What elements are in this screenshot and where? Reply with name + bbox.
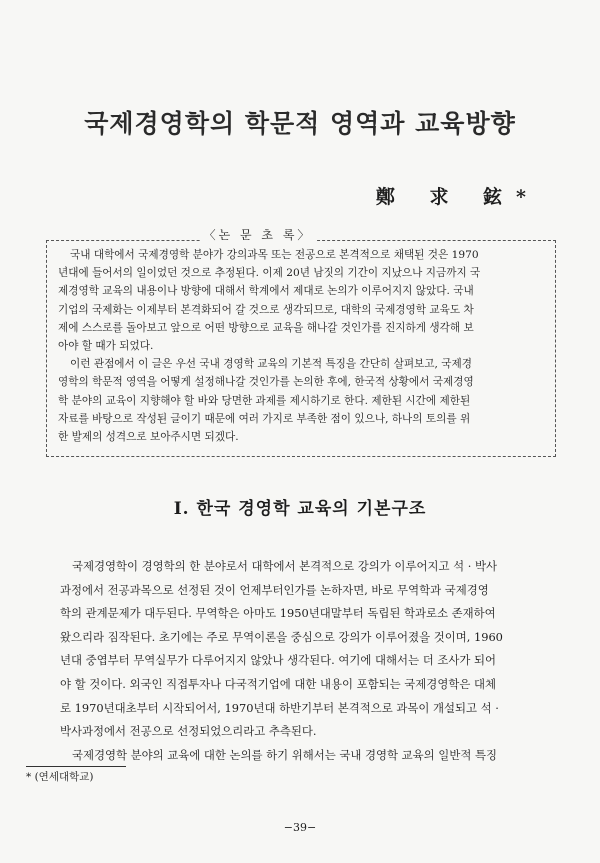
body-line: 년대 중엽부터 무역실무가 다루어지지 않았나 생각된다. 여기에 대해서는 더 조사가 되어: [60, 653, 496, 668]
abstract-line: 아야 할 때가 되었다.: [58, 340, 154, 353]
footnote-divider: [26, 766, 126, 767]
paper-title: 국제경영학의 학문적 영역과 교육방향: [84, 109, 516, 138]
body-line: 박사과정에서 전공으로 선정되었으리라고 추측된다.: [60, 724, 317, 739]
abstract-line: 자료를 바탕으로 작성된 글이기 때문에 여러 가지로 부족한 점이 있으나, 하나의 토의를 위: [58, 412, 471, 425]
author-name: 鄭 求 鉉*: [375, 186, 540, 208]
abstract-line: 이런 관점에서 이 글은 우선 국내 경영학 교육의 기본적 특징을 간단히 살펴보고, 국제경: [70, 358, 472, 371]
body-line: 로 1970년대초부터 시작되어서, 1970년대 하반기부터 본격적으로 과목이 개설되고 석 ·: [60, 700, 499, 715]
body-line: 과정에서 전공과목으로 선정된 것이 언제부터인가를 논하자면, 바로 무역학과 국제경영: [60, 582, 489, 597]
body-line: 왔으리라 짐작된다. 초기에는 주로 무역이론을 중심으로 강의가 이루어졌을 것이며, 1960: [60, 629, 503, 644]
abstract-line: 제경영학 교육의 내용이나 방향에 대해서 학계에서 제대로 논의가 이루어지지 않았다. 국내: [58, 285, 474, 298]
abstract-line: 영학의 학문적 영역을 어떻게 설정해나갈 것인가를 논의한 후에, 한국적 상황에서 국제경영: [58, 376, 474, 389]
abstract-line: 제에 스스로를 돌아보고 앞으로 어떤 방향으로 교육을 해나갈 것인가를 진지하게 생각해 보: [58, 321, 474, 334]
section-heading: Ⅰ. 한국 경영학 교육의 기본구조: [173, 499, 427, 519]
body-line: 국제경영학이 경영학의 한 분야로서 대학에서 본격적으로 강의가 이루어지고 석 · 박사: [72, 559, 497, 573]
abstract-line: 국내 대학에서 국제경영학 분야가 강의과목 또는 전공으로 본격적으로 채택된 것은 1970: [70, 249, 479, 261]
body-line: 야 할 것이다. 외국인 직접투자나 다국적기업에 대한 내용이 포함되는 국제경영학은 대체: [60, 676, 496, 691]
abstract-line: 한 발제의 성격으로 보아주시면 되겠다.: [58, 431, 239, 444]
body-line: 학의 관계문제가 대두된다. 무역학은 아마도 1950년대말부터 독립된 학과로소 존재하여: [60, 606, 496, 621]
abstract-line: 년대에 들어서의 일이었던 것으로 추정된다. 이제 20년 남짓의 기간이 지났으나 지금까지 국: [58, 267, 481, 280]
body-text: [60, 555, 544, 767]
abstract-line: 학 분야의 교육이 지향해야 할 바와 당면한 과제를 제시하기로 한다. 제한된 시간에 제한된: [58, 394, 471, 407]
abstract-label: 〈논 문 초 록〉: [201, 226, 316, 243]
page-number: −39−: [283, 821, 317, 834]
abstract-line: 기업의 국제화는 이제부터 본격화되어 갈 것으로 생각되므로, 대학의 국제경영학 교육도 차: [58, 303, 474, 316]
footnote: * (연세대학교): [26, 771, 94, 783]
abstract-text: [58, 246, 542, 446]
body-line: 국제경영학 분야의 교육에 대한 논의를 하기 위해서는 국내 경영학 교육의 일반적 특징: [72, 747, 497, 762]
